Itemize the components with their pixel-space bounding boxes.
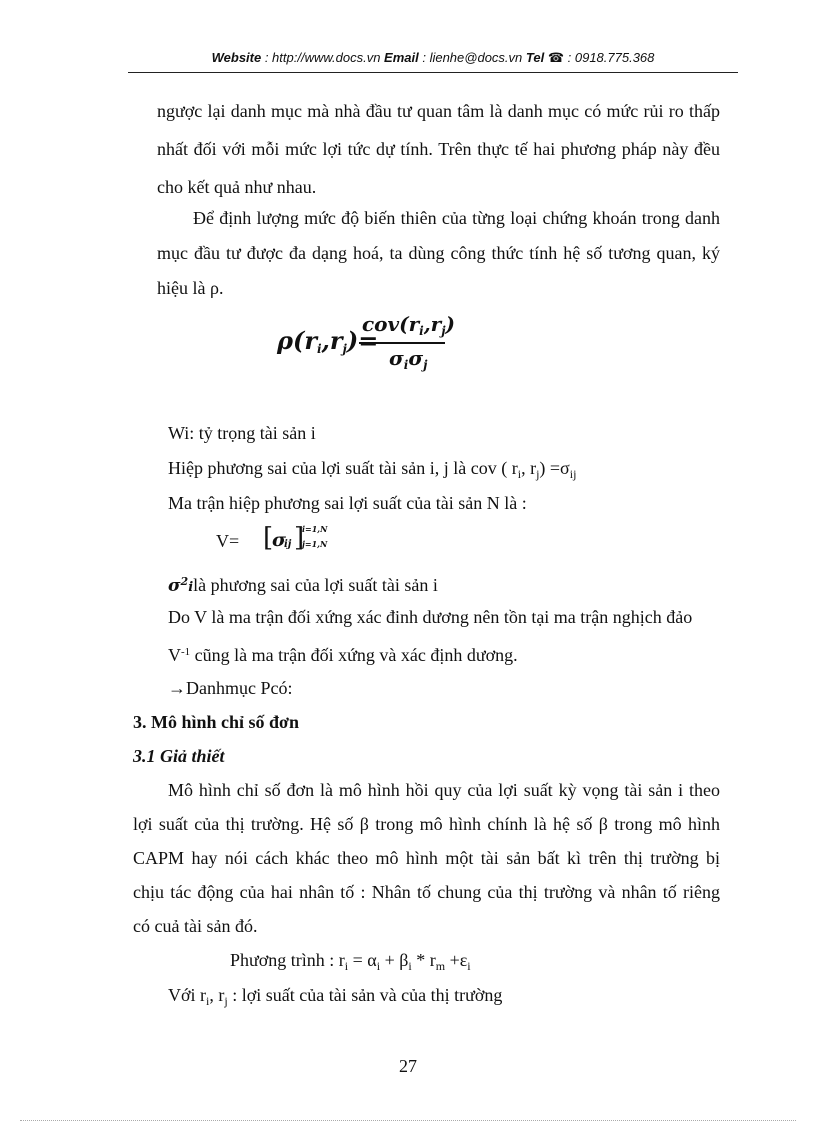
cov-mid: , r — [521, 458, 537, 478]
correlation-formula — [277, 312, 456, 374]
vinv-line — [168, 640, 518, 667]
voi-prefix: Với r — [168, 985, 207, 1005]
email-label: Email — [384, 50, 419, 65]
matrix-sigma: σ — [272, 529, 287, 551]
page-number: 27 — [399, 1056, 417, 1076]
website-text: : http://www.docs.vn — [261, 50, 385, 65]
vinv-sup: -1 — [181, 646, 191, 658]
matrix-sub: ij — [284, 539, 292, 550]
tel-label: Tel — [525, 50, 545, 65]
matrix-expression: [ σ ij ] i=1,N j=1,N — [263, 523, 328, 553]
p3-line5: có cuả tài sản đó. — [133, 916, 258, 936]
p2-line3: hiệu là ρ. — [157, 278, 224, 298]
rho-symbol: ρ — [277, 326, 293, 355]
voi-suffix: : lợi suất của tài sản và của thị trường — [227, 985, 503, 1005]
cov-suffix: ) =σ — [539, 458, 570, 478]
voi-sub-j: j — [224, 994, 228, 1008]
p2-line1: Để định lượng mức độ biến thiên của từng loại chứng khoán trong danh — [193, 208, 720, 228]
p1-line3: cho kết quả như nhau. — [157, 177, 317, 197]
eq-beta: + β — [380, 950, 409, 970]
sigma2-text: là phương sai của lợi suất tài sản i — [193, 575, 438, 595]
p2-line2: mục đầu tư được đa dạng hoá, ta dùng công thức tính hệ số tương quan, ký — [157, 243, 720, 263]
eq-eps: +ε — [445, 950, 468, 970]
eq-sub-m: m — [435, 959, 446, 973]
cov-sub-ij: ij — [569, 467, 577, 481]
danhmuc-line: →Danhmục Pcó: — [168, 678, 293, 698]
formula-lhs-args: (r — [292, 326, 317, 355]
sigma2-sup: 2 — [180, 575, 189, 588]
sigma-symbol: σ — [389, 346, 404, 370]
matrix-i-range: i=1,N — [302, 524, 328, 534]
sigma2-symbol: σ — [168, 576, 181, 596]
formula-num-text: cov(r — [362, 312, 420, 336]
page-header — [128, 50, 738, 66]
p3-line2: lợi suất của thị trường. Hệ số β trong mô hình chính là hệ số β trong mô hình — [133, 814, 720, 834]
telephone-icon: ☎ — [547, 50, 565, 65]
regression-equation: Phương trình : $r_i = \alpha_i + \beta_i * r_m +\varepsilon_i$ — [230, 950, 471, 973]
p3-line3: CAPM hay nói cách khác theo mô hình một tài sản bất kì trên thị trường bị — [133, 848, 720, 868]
p1-line1: ngược lại danh mục mà nhà đầu tư quan tâm là danh mục có mức rủi ro thấp — [157, 101, 720, 121]
voi-mid: , r — [209, 985, 225, 1005]
section-3-1-heading: 3.1 Giả thiết — [133, 746, 225, 766]
covariance-line — [168, 456, 576, 486]
v-label: V= — [216, 531, 240, 551]
p3-line4: chịu tác động của hai nhân tố : Nhân tố chung của thị trường và nhân tố riêng — [133, 882, 720, 902]
formula-numerator: $cov(r_i,r_j)$ — [362, 312, 456, 338]
formula-denominator: $\sigma_i\sigma_j$ — [389, 346, 428, 372]
eq-prefix: Phương trình : r — [230, 950, 345, 970]
tel-text: : 0918.775.368 — [564, 50, 655, 65]
cov-sub-j: j — [536, 467, 540, 481]
fraction-bar — [359, 342, 445, 344]
eq-rm: * r — [411, 950, 436, 970]
wi-line: Wi: tỷ trọng tài sản i — [168, 423, 316, 443]
footer-rule — [20, 1120, 796, 1121]
formula-lhs: $\rho(r_i,r_j)=$ — [277, 326, 379, 356]
matrix-line: Ma trận hiệp phương sai lợi suất của tài sản N là : — [168, 493, 527, 513]
website-label: Website — [211, 50, 262, 65]
voi-line — [168, 983, 502, 1013]
section-3-heading: 3. Mô hình chỉ số đơn — [133, 712, 300, 732]
matrix-j-range: j=1,N — [302, 539, 328, 549]
eq-sub-r: i — [344, 959, 349, 973]
header-rule — [128, 72, 738, 73]
cov-prefix: Hiệp phương sai của lợi suất tài sản i, j là cov ( r — [168, 458, 518, 478]
p1-line2: nhất đối với mỗi mức lợi tức dự tính. Trên thực tế hai phương pháp này đều — [157, 139, 720, 159]
voi-sub-i: i — [206, 994, 210, 1008]
dov-line: Do V là ma trận đối xứng xác đinh dương nên tồn tại ma trận nghịch đảo — [168, 607, 693, 627]
email-text: : lienhe@docs.vn — [418, 50, 526, 65]
vinv-text: cũng là ma trận đối xứng và xác định dương. — [190, 645, 518, 665]
p3-line1: Mô hình chỉ số đơn là mô hình hồi quy của lợi suất kỳ vọng tài sản i theo — [168, 780, 720, 800]
sigma2-sub: i — [188, 580, 194, 595]
vinv-base: V — [168, 645, 181, 665]
cov-sub-i: i — [517, 467, 522, 481]
eq-alpha: = α — [348, 950, 377, 970]
sigma2-line — [168, 570, 438, 600]
